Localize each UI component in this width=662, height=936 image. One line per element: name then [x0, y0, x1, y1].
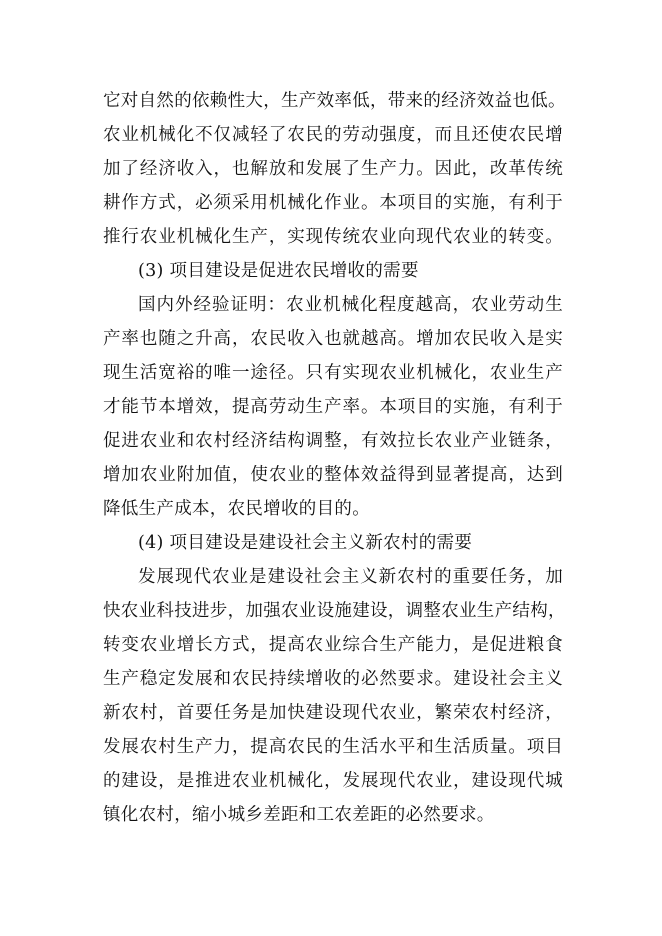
text-line: 转变农业增长方式，提高农业综合生产能力，是促进粮食	[103, 635, 563, 655]
text-line: 推行农业机械化生产，实现传统农业向现代农业的转变。	[103, 227, 563, 247]
text-line: 镇化农村，缩小城乡差距和工农差距的必然要求。	[103, 805, 495, 825]
text-line: 的建设，是推进农业机械化，发展现代农业，建设现代城	[103, 771, 563, 791]
text-line: 耕作方式，必须采用机械化作业。本项目的实施，有利于	[103, 193, 563, 213]
text-line: 发展农村生产力，提高农民的生活水平和生活质量。项目	[103, 737, 563, 757]
text-line: 新农村，首要任务是加快建设现代农业，繁荣农村经济，	[103, 703, 563, 723]
text-line: 加了经济收入，也解放和发展了生产力。因此，改革传统	[103, 159, 563, 179]
text-line: 促进农业和农村经济结构调整，有效拉长农业产业链条，	[103, 431, 563, 451]
text-line: 国内外经验证明：农业机械化程度越高，农业劳动生	[138, 295, 563, 315]
section-heading: (3) 项目建设是促进农民增收的需要	[138, 261, 419, 281]
text-line: 才能节本增效，提高劳动生产率。本项目的实施，有利于	[103, 397, 563, 417]
text-line: 增加农业附加值，使农业的整体效益得到显著提高，达到	[103, 465, 563, 485]
text-line: 它对自然的依赖性大，生产效率低，带来的经济效益也低。	[103, 91, 566, 111]
text-line: 快农业科技进步，加强农业设施建设，调整农业生产结构，	[103, 601, 566, 621]
text-line: 降低生产成本，农民增收的目的。	[103, 499, 370, 519]
text-line: 产率也随之升高，农民收入也就越高。增加农民收入是实	[103, 329, 563, 349]
text-line: 生产稳定发展和农民持续增收的必然要求。建设社会主义	[103, 669, 563, 689]
text-line: 现生活宽裕的唯一途径。只有实现农业机械化，农业生产	[103, 363, 563, 383]
section-heading: (4) 项目建设是建设社会主义新农村的需要	[138, 533, 473, 553]
text-line: 农业机械化不仅减轻了农民的劳动强度，而且还使农民增	[103, 125, 563, 145]
text-line: 发展现代农业是建设社会主义新农村的重要任务，加	[138, 567, 563, 587]
